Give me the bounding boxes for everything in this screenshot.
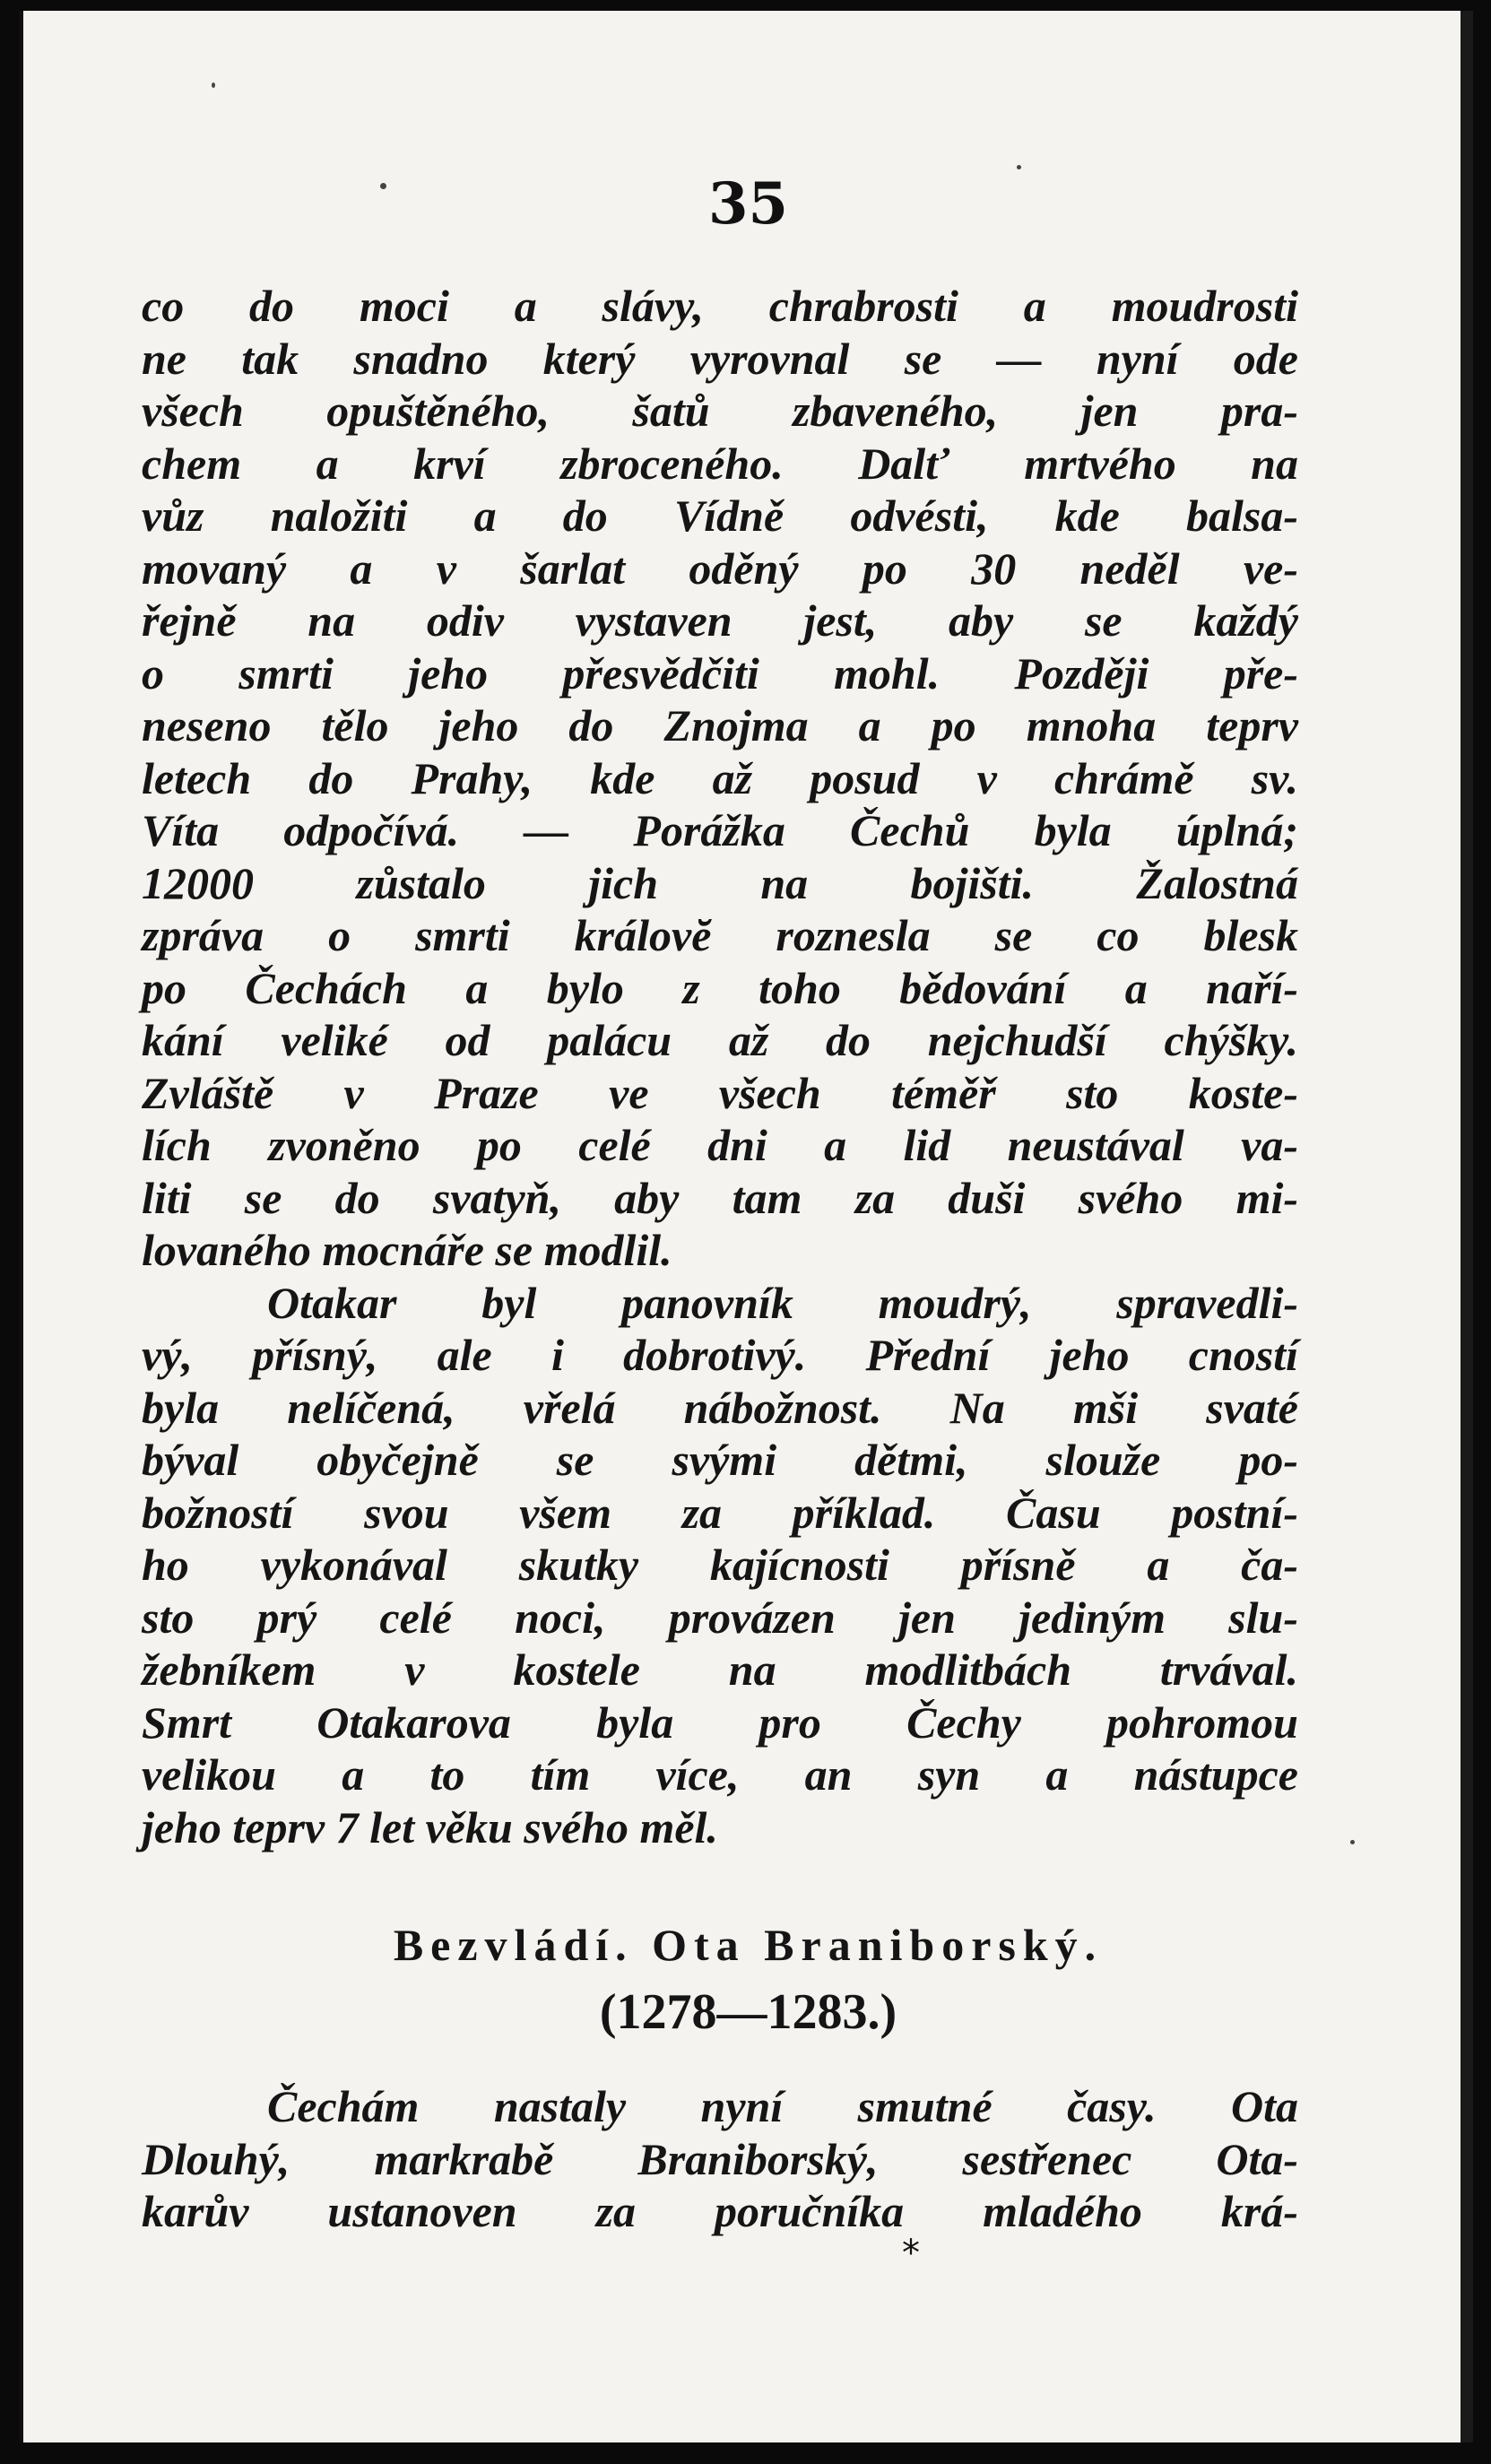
text-line: liti se do svatyň, aby tam za duši svého mi- bbox=[142, 1172, 1298, 1223]
text-line: řejně na odiv vystaven jest, aby se každý bbox=[142, 595, 1298, 646]
text-line: velikou a to tím více, an syn a nástupce bbox=[142, 1749, 1298, 1800]
paragraph-battle-aftermath bbox=[142, 280, 1298, 1853]
text-line: karův ustanoven za poručníka mladého krá- bbox=[142, 2186, 1298, 2236]
text-line: Čechám nastaly nyní smutné časy. Ota bbox=[267, 2081, 1298, 2131]
text-line: ho vykonával skutky kajícnosti přísně a ča- bbox=[142, 1540, 1298, 1590]
page-number: 35 bbox=[707, 170, 789, 238]
text-line: Zvláště v Praze ve všech téměř sto koste- bbox=[142, 1067, 1298, 1118]
book-page bbox=[20, 11, 1473, 2442]
text-line: o smrti jeho přesvědčiti mohl. Později pře- bbox=[142, 647, 1298, 698]
text-line: kání veliké od palácu až do nejchudší chýšky. bbox=[142, 1015, 1298, 1065]
section-years: (1278—1283.) bbox=[599, 1984, 897, 2040]
text-line: neseno tělo jeho do Znojma a po mnoha teprv bbox=[142, 700, 1298, 750]
text-line: byla nelíčená, vřelá nábožnost. Na mši svaté bbox=[142, 1382, 1298, 1433]
section-heading: Bezvládí. Ota Braniborský. bbox=[393, 1920, 1104, 1970]
text-line: vůz naložiti a do Vídně odvésti, kde balsa- bbox=[142, 490, 1298, 541]
paper-speck bbox=[1350, 1840, 1355, 1844]
text-line: Otakar byl panovník moudrý, spravedli- bbox=[267, 1277, 1298, 1328]
text-line: žebníkem v kostele na modlitbách trvával. bbox=[142, 1644, 1298, 1695]
text-line: Víta odpočívá. — Porážka Čechů byla úplná; bbox=[142, 805, 1298, 855]
paragraph-interregnum bbox=[142, 2080, 1298, 2238]
text-line: býval obyčejně se svými dětmi, slouže po- bbox=[142, 1435, 1298, 1485]
page-edge-shadow bbox=[1461, 11, 1473, 2442]
text-line: jeho teprv 7 let věku svého měl. bbox=[142, 1801, 718, 1852]
text-line: chem a krví zbroceného. Dalť mrtvého na bbox=[142, 438, 1298, 489]
paper-speck bbox=[380, 183, 386, 189]
text-line: sto prý celé noci, provázen jen jediným slu- bbox=[142, 1592, 1298, 1643]
paper-speck bbox=[1017, 165, 1021, 169]
signature-mark: * bbox=[902, 2233, 920, 2274]
text-line: 12000 zůstalo jich na bojišti. Žalostná bbox=[142, 857, 1298, 908]
text-line: lích zvoněno po celé dni a lid neustával va- bbox=[142, 1120, 1298, 1170]
text-line: Smrt Otakarova byla pro Čechy pohromou bbox=[142, 1696, 1298, 1748]
text-line: po Čechách a bylo z toho bědování a naří- bbox=[142, 962, 1298, 1013]
text-line: všech opuštěného, šatů zbaveného, jen pra- bbox=[142, 386, 1298, 436]
text-line: vý, přísný, ale i dobrotivý. Přední jeho cností bbox=[142, 1330, 1298, 1380]
text-line: ne tak snadno který vyrovnal se — nyní ode bbox=[142, 333, 1298, 384]
text-line: božností svou všem za příklad. Času postní- bbox=[142, 1487, 1298, 1538]
paper-speck bbox=[212, 82, 215, 88]
text-line: co do moci a slávy, chrabrosti a moudrosti bbox=[142, 281, 1298, 331]
text-line: letech do Prahy, kde až posud v chrámě sv. bbox=[142, 752, 1298, 803]
text-line: lovaného mocnáře se modlil. bbox=[142, 1225, 672, 1275]
text-line: movaný a v šarlat oděný po 30 neděl ve- bbox=[142, 542, 1298, 594]
text-line: zpráva o smrti královĕ roznesla se co blesk bbox=[142, 910, 1298, 960]
text-line: Dlouhý, markrabě Braniborský, sestřenec Ota- bbox=[142, 2133, 1298, 2184]
